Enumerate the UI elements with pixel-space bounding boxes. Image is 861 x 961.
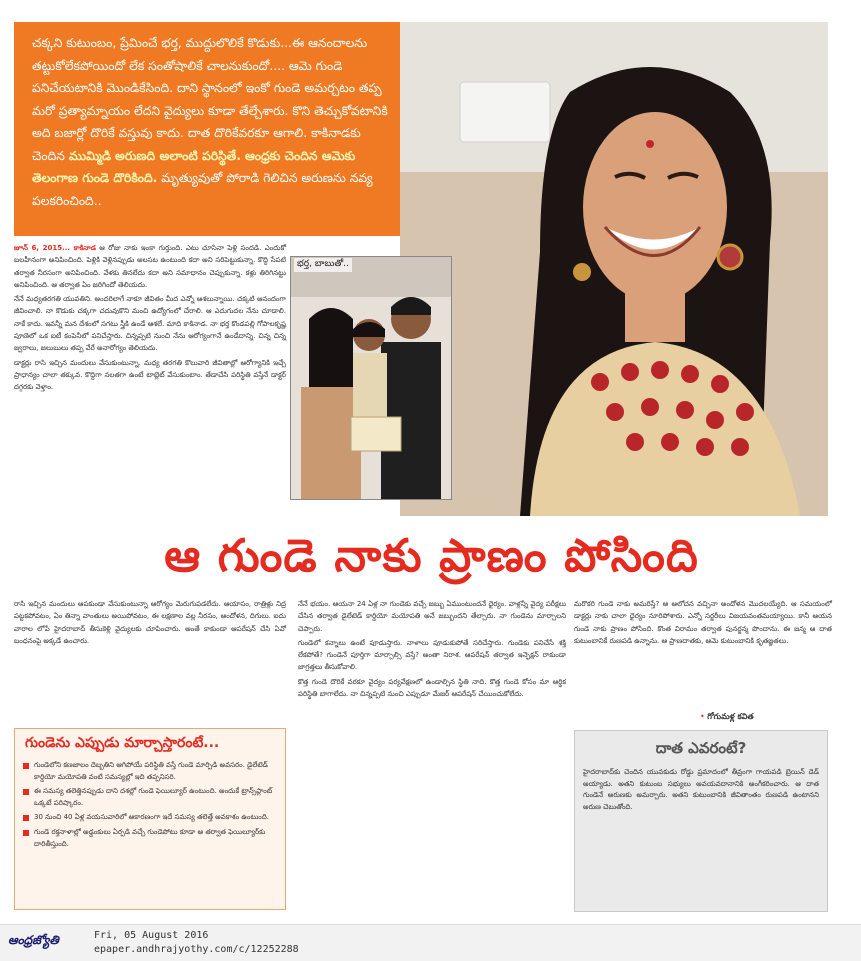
intro-highlight-text-2: ఆంధ్రకు చెందిన ఆమెకు తెలంగాణ గుండె దొరికింది. [32, 148, 356, 185]
intro-text: చక్కని కుటుంబం, ప్రేమించే భర్త, ముద్దులొలికే కొడుకు...ఈ ఆనందాలను తట్టుకోలేకపోయిందో లేక సంతోషాలికే చాలనుకుందో.... ఆమె గుండె పనిచేయటానికి మొండికేసింది. దాని స్థానంలో ఇంకో గుండె అమర్చటం తప్ప మరో ప్రత్యామ్నాయం లేదని వైద్యులు కూడా తేల్చేశారు. కొని తెచ్చుకోవటానికి అది బజార్లో దొరికే వస్తువు కాదు. దాత దొరికేవరకూ ఆగాలి. కాకినాడకు చెందిన [32, 36, 388, 163]
dateline: జూన్ 6, 2015... కాకినాడ [14, 244, 96, 252]
list-item [23, 812, 277, 824]
bullet-icon [23, 815, 29, 821]
intro-closing-text: మృత్యువుతో పోరాడి గెలిచిన అరుణను నవ్య పలకరించింది.. [32, 171, 373, 208]
paragraph: గుండెలో కన్నాలు ఉంటే పూడుస్తారు. నాళాలు పూడుకుపోతే సరిచేస్తారు. గుండెకు పనిచేసే శక్తి లేకపోతే? గుండెనే పూర్తిగా మార్చాల్సి వస్తే? అంతా నిరాశ. ఆపరేషన్ తర్వాత ఇన్ఫెక్షన్ రాకుండా జాగ్రత్తలు తీసుకోవాలి. [298, 638, 566, 672]
inset-photo [290, 256, 452, 500]
article-column-2 [298, 598, 566, 702]
byline-name: గోగుమళ్ల కవిత [707, 712, 754, 721]
publication-logo: ఆంధ్రజ్యోతి [8, 933, 59, 947]
article-column-upper [14, 242, 286, 396]
sidebar-box-donor [574, 730, 828, 912]
byline-bullet: • [700, 712, 705, 721]
list-item-text: గుండె రక్తనాళాల్లో అడ్డంకులు ఏర్పడి వచ్చే గుండెపోటు కూడా ఆ తర్వాత ఫెయిల్యూర్‌కు దారితీస్తుంది. [34, 827, 266, 848]
paragraph: ఆ రోజు నాకు ఇంకా గుర్తుంది. ఎటు చూసినా పెళ్లి సందడి. ఎందుకో బలహీనంగా అనిపించింది. పెళ్లికి వెళ్లినప్పుడు అలసట ఉంటుంది కదా అని సరిపెట్టుకున్నా. కొద్ది సేపటి తర్వాత నీరసంగా అనిపించింది. వేళకు తినలేదు కదా అని సమాధానం చెప్పుకున్నా. కళ్లు తిరిగినట్టు అనిపించింది. ఆ తర్వాత ఏం జరిగిందో తెలియదు. [14, 244, 287, 289]
sidebar-box-when-to-transplant [14, 728, 286, 910]
article-column-1 [14, 598, 286, 649]
hero-illustration [400, 22, 828, 516]
article-column-3 [574, 598, 832, 649]
list-item-text: ఈ సమస్య తలెత్తినప్పుడు దాని దశల్లో గుండె ఫెయిల్యూర్ ఉంటుంది. అందుకే ట్రాన్స్‌ప్లాంట్ ఒక్కటే పరిష్కారం. [34, 787, 273, 807]
bullet-icon [23, 789, 29, 795]
inset-caption: భర్త, బాబుతో.. [294, 258, 352, 272]
paragraph: డాక్టర్లు రాసి ఇచ్చిన మందులు వేసుకుంటున్నా. మధ్య తరగతి కొలువారి జీవితాల్లో ఆరోగ్యానికి ఇచ్చే ప్రాధాన్యం చాలా తక్కువ. కొద్దిగా నలతగా ఉంటే టాబ్లెట్ వేసుకుంటాం. తేడాచేసి పరిస్థితి వస్తేనే డాక్టర్ దగ్గరకు వెళ్తాం. [14, 358, 286, 392]
paragraph: మరొకరి గుండె నాకు అమరిస్తే? ఆ ఆలోచన వచ్చినా అందోళన మొదలయ్యేది. ఆ సమయంలో డాక్టర్లు నాకు చాలా ధైర్యం నూరిపోశారు. ఎన్నో సర్జరీలు విజయవంతమయ్యాయి. కానీ ఆయన గుండె నాకు ప్రాణం పోసింది. కొంత విరామం తర్వాత పునర్జన్మ పొందాను. ఈ జన్మ ఆ దాత కుటుంబానికే రుణపడి ఉన్నాను. ఆ ప్రాణదాతకు, ఆమె కుటుంబానికి కృతజ్ఞతలు. [574, 600, 832, 645]
list-item-text: గుండెలోని కణజాలం దెబ్బతిని ఆగిపోయే పరిస్థితి వస్తే గుండె మార్పిడి అవసరం. డైలేటెడ్ కార్డియో మయోపతి వంటి సమస్యల్లో ఇది తప్పనిసరి. [34, 761, 268, 781]
family-illustration [291, 257, 451, 499]
paragraph: నేనే భయం. ఆయనా 24 ఏళ్ల నా గుండెకు వచ్చే జబ్బు ఏముంటుందనే ధైర్యం. వాళ్లన్నీ వైద్య పరీక్షలు చేసిన తర్వాత డైలేటెడ్ కార్డియో మయోపతి అనే జబ్బుందని తేల్చారు. నా గుండెను మార్చాలని చెప్పారు. [298, 600, 566, 633]
sidebar-box-text: హైదరాబాద్‌కు చెందిన యువకుడు రోడ్డు ప్రమాదంలో తీవ్రంగా గాయపడి బ్రెయిన్ డెడ్ అయ్యాడు. అతని కుటుంబ సభ్యులు అవయవదానానికి అంగీకరించారు. ఆ దాత గుండెనే అరుణకు అమర్చారు. అతని కుటుంబానికి జీవితాంతం రుణపడి ఉంటానని అరుణ చెబుతోంది. [583, 768, 819, 811]
list-item [23, 760, 277, 783]
sidebar-box-title: దాత ఎవరంటే? [655, 739, 747, 757]
intro-box [14, 22, 400, 236]
byline [700, 712, 754, 723]
intro-highlight-text: అరుణది అలాంటి పరిస్థితే. [115, 148, 242, 163]
hero-photo [400, 22, 828, 516]
epaper-url[interactable]: epaper.andhrajyothy.com/c/12252288 [94, 944, 299, 955]
list-item [23, 827, 277, 850]
paragraph: రాసి ఇచ్చిన మందులు ఆపకుండా వేసుకుంటున్నా ఆరోగ్యం మెరుగుపడలేదు. ఆయాసం, రాత్రిళ్లు నిద్ర పట్టకపోవటం, ఏం తిన్నా వాంతులు అయిపోవటం, ఈ లక్షణాల వల్ల నీరసం, ఆందోళన, దిగులు. ఐదు వారాల లోపే హైదరాబాద్ తీసుకెళ్లి వైద్యులకు చూపించారు. అంతే కాకుండా ఆపరేషన్ చేసి ఏవో బంధనంపై అక్కడే ఉంచారు. [14, 600, 286, 645]
bullet-icon [23, 830, 29, 836]
intro-highlight-name: ముమ్మిడి [68, 148, 112, 163]
paragraph: నేనే మధ్యతరగతి యువతిని. అందరిలాగే నాకూ జీవితం మీద ఎన్నో ఆశలున్నాయి. చక్కటి ఆనందంగా జీవించాలి. నా కొడుకు చక్కగా చదువుకొని మంచి ఉద్యోగంలో చేరాలి. ఆ ఎదుగుదల నేను చూడాలి. నాకే కాదు. ఇవన్నీ మన దేశంలో సగటు స్త్రీకి ఉండే ఆశలే. మాది కాకినాడ. నా భర్త కొండపల్లి గోపాలకృష్ణ పూణెలో ఒక ఐటీ కంపెనీలో పనిచేస్తారు. చిన్నప్పటి నుంచి నేను ఆరోగ్యంగానే ఉండేదాన్ని. చిన్న చిన్న జ్వరాలు, జలుబులు తప్ప వేరే అనారోగ్యం తెలియదు. [14, 295, 286, 353]
paragraph: కొత్త గుండె దొరికే వరకూ వైద్యం పర్యవేక్షణలో ఉండాల్సిన స్థితి నాది. కొత్త గుండె కోసం మా ఆర్థిక పరిస్థితి బాగాలేదు. నా చిన్నప్పటి నుంచి ఎప్పుడూ మేజర్ ఆపరేషన్ చేయించుకోలేదు. [298, 677, 566, 699]
sidebar-box-title: గుండెను ఎప్పుడు మార్చాస్తారంటే... [25, 735, 220, 751]
list-item-text: 30 నుంచి 40 ఏళ్ల వయసువారిలో ఆకారణంగా ఇదే సమస్య తలెత్తే అవకాశం ఉంటుంది. [34, 813, 270, 822]
headline: ఆ గుండె నాకు ప్రాణం పోసింది [164, 529, 699, 582]
edition-date: Fri, 05 August 2016 [94, 930, 209, 941]
epaper-footer [0, 924, 861, 961]
bullet-icon [23, 763, 29, 769]
list-item [23, 786, 277, 809]
